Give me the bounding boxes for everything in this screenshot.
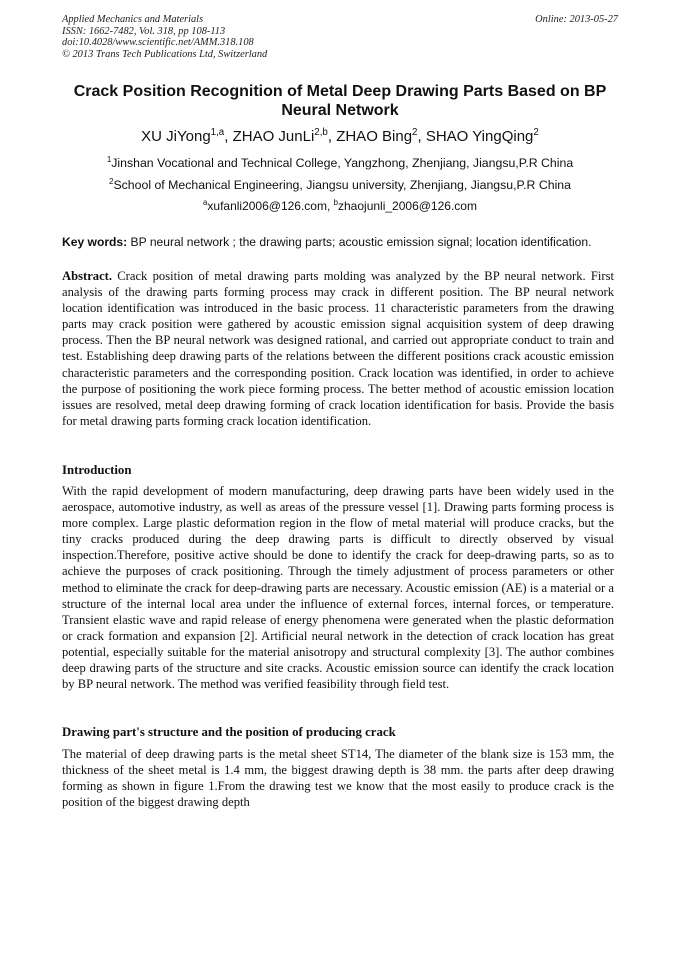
- author-affiliation-mark: 1,a: [210, 127, 225, 138]
- introduction-paragraph: With the rapid development of modern manufacturing, deep drawing parts have been widely used in the aerospace, automotive industry, as well as areas of the pressure vessel [1]. Drawing parts forming process is more complex. Large plastic deformation region in the flow of metal material will produce cracks, but the tiny cracks produced during the deep drawing parts is difficult to directly observed by visual inspection.Therefore, positive active should be done to identify the crack for deep-drawing parts, so as to achieve the purposes of crack positioning. Through the timely adjustment of process parameters or other method to eliminate the crack for deep-drawing parts are necessary. Acoustic emission (AE) is a material or a structure of the internal local area under the influence of external forces, internal forces, or temperature. Transient elastic wave and rapid release of energy phenomena were generated when the plastic deformation or crack formation and expansion [2]. Artificial neural network in the detection of crack location has great potential, especially suitable for the material anisotropy and structural complexity [3]. The author combines deep drawing parts of the structure and site cracks. Acoustic emission source can identify the crack location by BP neural network. The method was verified feasibility through field test.: [62, 484, 614, 692]
- abstract-paragraph: [62, 268, 614, 429]
- affiliation-text: School of Mechanical Engineering, Jiangsu university, Zhenjiang, Jiangsu,P.R China: [113, 178, 571, 192]
- affiliation-mark: 1: [106, 154, 112, 164]
- author-affiliation-mark: 2,b: [314, 127, 328, 138]
- author-name: ZHAO JunLi: [232, 128, 315, 145]
- author-affiliation-mark: 2: [533, 127, 539, 138]
- affiliation-1: [62, 155, 618, 171]
- abstract-text: Crack position of metal drawing parts molding was analyzed by the BP neural network. First analysis of the drawing parts forming process may crack in different position. The BP neural network location identification was introduced in the basic process. 11 characteristic parameters from the drawing parts may crack position were gathered by acoustic emission signal acquisition system of deep drawing process. Then the BP neural network was designed rational, and carried out appropriate conduct to train and test. Establishing deep drawing parts of the relations between the different positions crack acoustic emission characteristic parameters and the corresponding position. Crack location was identified, in order to achieve the purpose of positioning the work piece forming process. The better method of acoustic emission location issues are resolved, metal deep drawing forming of crack location identification for basis. Provide the basis for metal drawing parts forming crack location identification.: [62, 269, 614, 428]
- affiliation-mark: 2: [109, 176, 114, 186]
- section-heading-drawing-part: Drawing part's structure and the position of producing crack: [62, 725, 396, 739]
- keywords-text: BP neural network ; the drawing parts; acoustic emission signal; location identification.: [127, 235, 592, 249]
- email-link[interactable]: xufanli2006@126.com: [207, 199, 327, 213]
- email-mark: b: [333, 198, 338, 207]
- copyright-line: © 2013 Trans Tech Publications Ltd, Switzerland: [62, 48, 268, 60]
- keywords-label: Key words:: [62, 235, 128, 249]
- affiliation-text: Jinshan Vocational and Technical College, Yangzhong, Zhenjiang, Jiangsu,P.R China: [111, 156, 574, 170]
- email-mark: a: [203, 198, 208, 207]
- author-list: XU JiYong$^{1,a}$, ZHAO JunLi$^{2,b}$, ZHAO Bing$^2$, SHAO YingQing$^2$: [141, 127, 539, 145]
- author-affiliation-mark: 2: [412, 127, 418, 138]
- keywords: [62, 234, 622, 250]
- author-name: SHAO YingQing: [425, 128, 534, 145]
- issn-line: ISSN: 1662-7482, Vol. 318, pp 108-113: [62, 25, 226, 37]
- online-date: Online: 2013-05-27: [535, 14, 618, 25]
- journal-header: [62, 14, 618, 60]
- author-emails: $^a$xufanli2006@126.com, $^b$zhaojunli_2006@126.com: [203, 198, 477, 213]
- section-heading-introduction: Introduction: [62, 463, 132, 477]
- author-name: ZHAO Bing: [336, 128, 413, 145]
- drawing-part-paragraph: The material of deep drawing parts is the metal sheet ST14, The diameter of the blank size is 153 mm, the thickness of the sheet metal is 1.4 mm, the biggest drawing depth is 38 mm. the parts after deep drawing forming as shown in figure 1.From the drawing test we know that the most easily to produce crack is the position of the biggest drawing depth: [62, 747, 614, 810]
- email-link[interactable]: zhaojunli_2006@126.com: [338, 199, 477, 213]
- abstract-label: Abstract.: [62, 269, 113, 283]
- affiliation-2: [62, 177, 618, 193]
- paper-title: Crack Position Recognition of Metal Deep Drawing Parts Based on BP Neural Network: [73, 83, 607, 119]
- doi-line[interactable]: doi:10.4028/www.scientific.net/AMM.318.108: [62, 37, 254, 49]
- journal-name: Applied Mechanics and Materials: [62, 14, 204, 25]
- author-name: XU JiYong: [141, 128, 211, 145]
